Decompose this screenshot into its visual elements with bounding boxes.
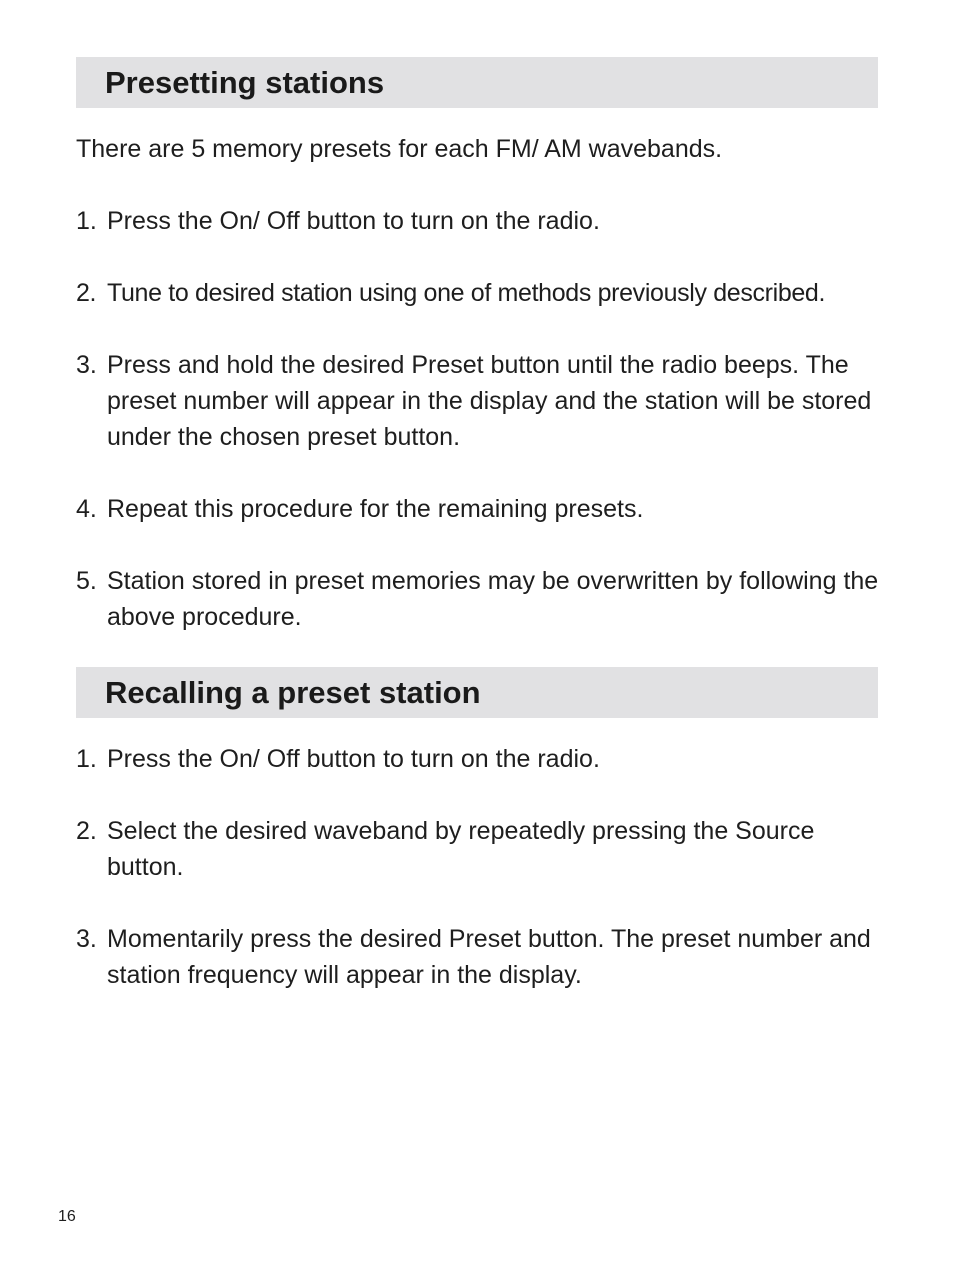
presetting-step-5 xyxy=(76,563,886,635)
recalling-step-3 xyxy=(76,921,886,993)
presetting-step-2 xyxy=(76,275,886,311)
step-text: Press the On/ Off button to turn on the radio. xyxy=(107,745,600,773)
step-number: 1. xyxy=(76,207,97,235)
step-number: 5. xyxy=(76,567,97,595)
recalling-step-1 xyxy=(76,741,886,777)
step-text: Momentarily press the desired Preset button. The preset number and station frequency will appear in the display. xyxy=(107,925,871,989)
presetting-intro-text: There are 5 memory presets for each FM/ AM wavebands. xyxy=(76,135,723,163)
step-number: 3. xyxy=(76,925,97,953)
recalling-preset-title: Recalling a preset station xyxy=(105,675,481,710)
step-number: 1. xyxy=(76,745,97,773)
presetting-stations-title: Presetting stations xyxy=(105,65,385,100)
step-text: Press and hold the desired Preset button until the radio beeps. The preset number will appear in the display and the station will be stored under the chosen preset button. xyxy=(107,351,872,451)
presetting-stations-header xyxy=(76,57,878,108)
step-number: 3. xyxy=(76,351,97,379)
step-number: 2. xyxy=(76,279,97,307)
recalling-steps-list xyxy=(76,741,886,993)
presetting-steps-list xyxy=(76,203,886,635)
presetting-step-3 xyxy=(76,347,886,455)
presetting-step-1 xyxy=(76,203,886,239)
step-number: 4. xyxy=(76,495,97,523)
step-text: Tune to desired station using one of methods previously described. xyxy=(107,279,826,307)
recalling-preset-header xyxy=(76,667,878,718)
step-text: Repeat this procedure for the remaining presets. xyxy=(107,495,644,523)
recalling-step-2 xyxy=(76,813,886,885)
step-text: Press the On/ Off button to turn on the radio. xyxy=(107,207,600,235)
presetting-step-4 xyxy=(76,491,886,527)
step-number: 2. xyxy=(76,817,97,845)
step-text: Select the desired waveband by repeatedly pressing the Source button. xyxy=(107,817,815,881)
step-text: Station stored in preset memories may be overwritten by following the above procedure. xyxy=(107,567,879,631)
page-number: 16 xyxy=(58,1208,76,1225)
